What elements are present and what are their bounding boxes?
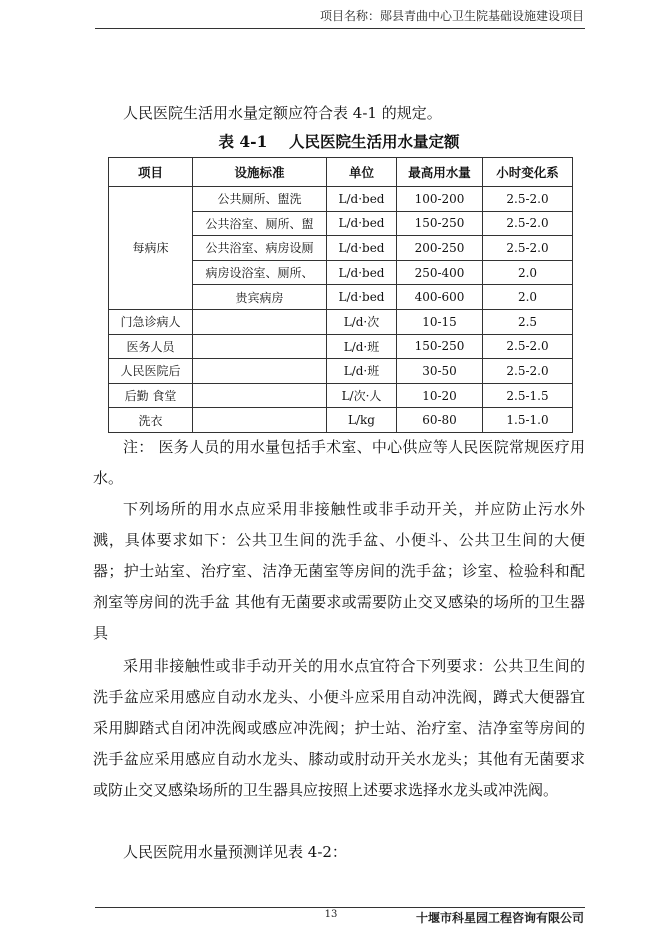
coef-cell: 2.5-2.0 [483,359,573,384]
table-row [109,309,573,334]
footer-divider [95,907,585,908]
unit-cell: L/kg [327,408,397,433]
table-row [109,187,573,212]
header-cell-coef: 小时变化系 [483,158,573,187]
unit-cell: L/d·bed [327,285,397,310]
max-cell: 400-600 [397,285,483,310]
facility-cell [193,359,327,384]
facility-cell [193,383,327,408]
max-cell: 200-250 [397,236,483,261]
unit-cell: L/次·人 [327,383,397,408]
coef-cell: 2.5-2.0 [483,187,573,212]
coef-cell: 2.5-2.0 [483,334,573,359]
facility-cell: 病房设浴室、厕所、 [193,260,327,285]
item-cell: 后勤 食堂 [109,383,193,408]
max-cell: 10-20 [397,383,483,408]
facility-cell [193,309,327,334]
unit-cell: L/d·bed [327,236,397,261]
max-cell: 30-50 [397,359,483,384]
header-cell-unit: 单位 [327,158,397,187]
page-number: 13 [324,909,338,920]
table-note: 注： 医务人员的用水量包括手术室、中心供应等人民医院常规医疗用水。 [93,438,585,487]
facility-cell: 公共浴室、病房设厕 [193,236,327,261]
unit-cell: L/d·bed [327,187,397,212]
facility-cell: 公共浴室、厕所、盥 [193,211,327,236]
unit-cell: L/d·班 [327,359,397,384]
max-cell: 250-400 [397,260,483,285]
item-cell: 洗衣 [109,408,193,433]
table-row [109,334,573,359]
max-cell: 100-200 [397,187,483,212]
group-label-cell: 每病床 [109,187,193,310]
unit-cell: L/d·bed [327,260,397,285]
header-divider [95,28,585,29]
unit-cell: L/d·班 [327,334,397,359]
max-cell: 150-250 [397,334,483,359]
facility-cell: 公共厕所、盥洗 [193,187,327,212]
table-header-row [109,158,573,187]
paragraph-table-reference: 人民医院用水量预测详见表 4-2： [123,843,347,861]
facility-cell: 贵宾病房 [193,285,327,310]
max-cell: 10-15 [397,309,483,334]
facility-cell [193,408,327,433]
coef-cell: 2.5-2.0 [483,211,573,236]
coef-cell: 2.0 [483,285,573,310]
paragraph-non-contact-locations: 下列场所的用水点应采用非接触性或非手动开关，并应防止污水外溅，具体要求如下：公共卫生间的洗手盆、小便斗、公共卫生间的大便器；护士站室、治疗室、洁净无菌室等房间的洗手盆；诊室、检验科和配剂室等房间的洗手盆 其他有无菌要求或需要防止交叉感染的场所的卫生器具 [93,500,585,642]
header-cell-facility: 设施标准 [193,158,327,187]
header-project-title: 项目名称：郧县青曲中心卫生院基础设施建设项目 [319,9,584,23]
coef-cell: 2.0 [483,260,573,285]
coef-cell: 1.5-1.0 [483,408,573,433]
item-cell: 医务人员 [109,334,193,359]
coef-cell: 2.5-2.0 [483,236,573,261]
coef-cell: 2.5-1.5 [483,383,573,408]
unit-cell: L/d·bed [327,211,397,236]
unit-cell: L/d·次 [327,309,397,334]
table-row [109,383,573,408]
footer-company-name: 十堰市科星园工程咨询有限公司 [415,911,584,925]
item-cell: 人民医院后 [109,359,193,384]
coef-cell: 2.5 [483,309,573,334]
facility-cell [193,334,327,359]
table-row [109,359,573,384]
max-cell: 60-80 [397,408,483,433]
header-cell-item: 项目 [109,158,193,187]
item-cell: 门急诊病人 [109,309,193,334]
paragraph-non-contact-requirements: 采用非接触性或非手动开关的用水点宜符合下列要求：公共卫生间的洗手盆应采用感应自动水龙头、小便斗应采用自动冲洗阀，蹲式大便器宜采用脚踏式自闭冲洗阀或感应冲洗阀；护士站、治疗室、洁净室等房间的洗手盆应采用感应自动水龙头、膝动或肘动开关水龙头；其他有无菌要求或防止交叉感染场所的卫生器具应按照上述要求选择水龙头或冲洗阀。 [93,657,585,799]
table-title: 表 4-1 人民医院生活用水量定额 [218,132,460,151]
table-row [109,408,573,433]
water-quota-table [108,157,573,433]
max-cell: 150-250 [397,211,483,236]
intro-paragraph: 人民医院生活用水量定额应符合表 4-1 的规定。 [123,104,442,122]
header-cell-max: 最高用水量 [397,158,483,187]
